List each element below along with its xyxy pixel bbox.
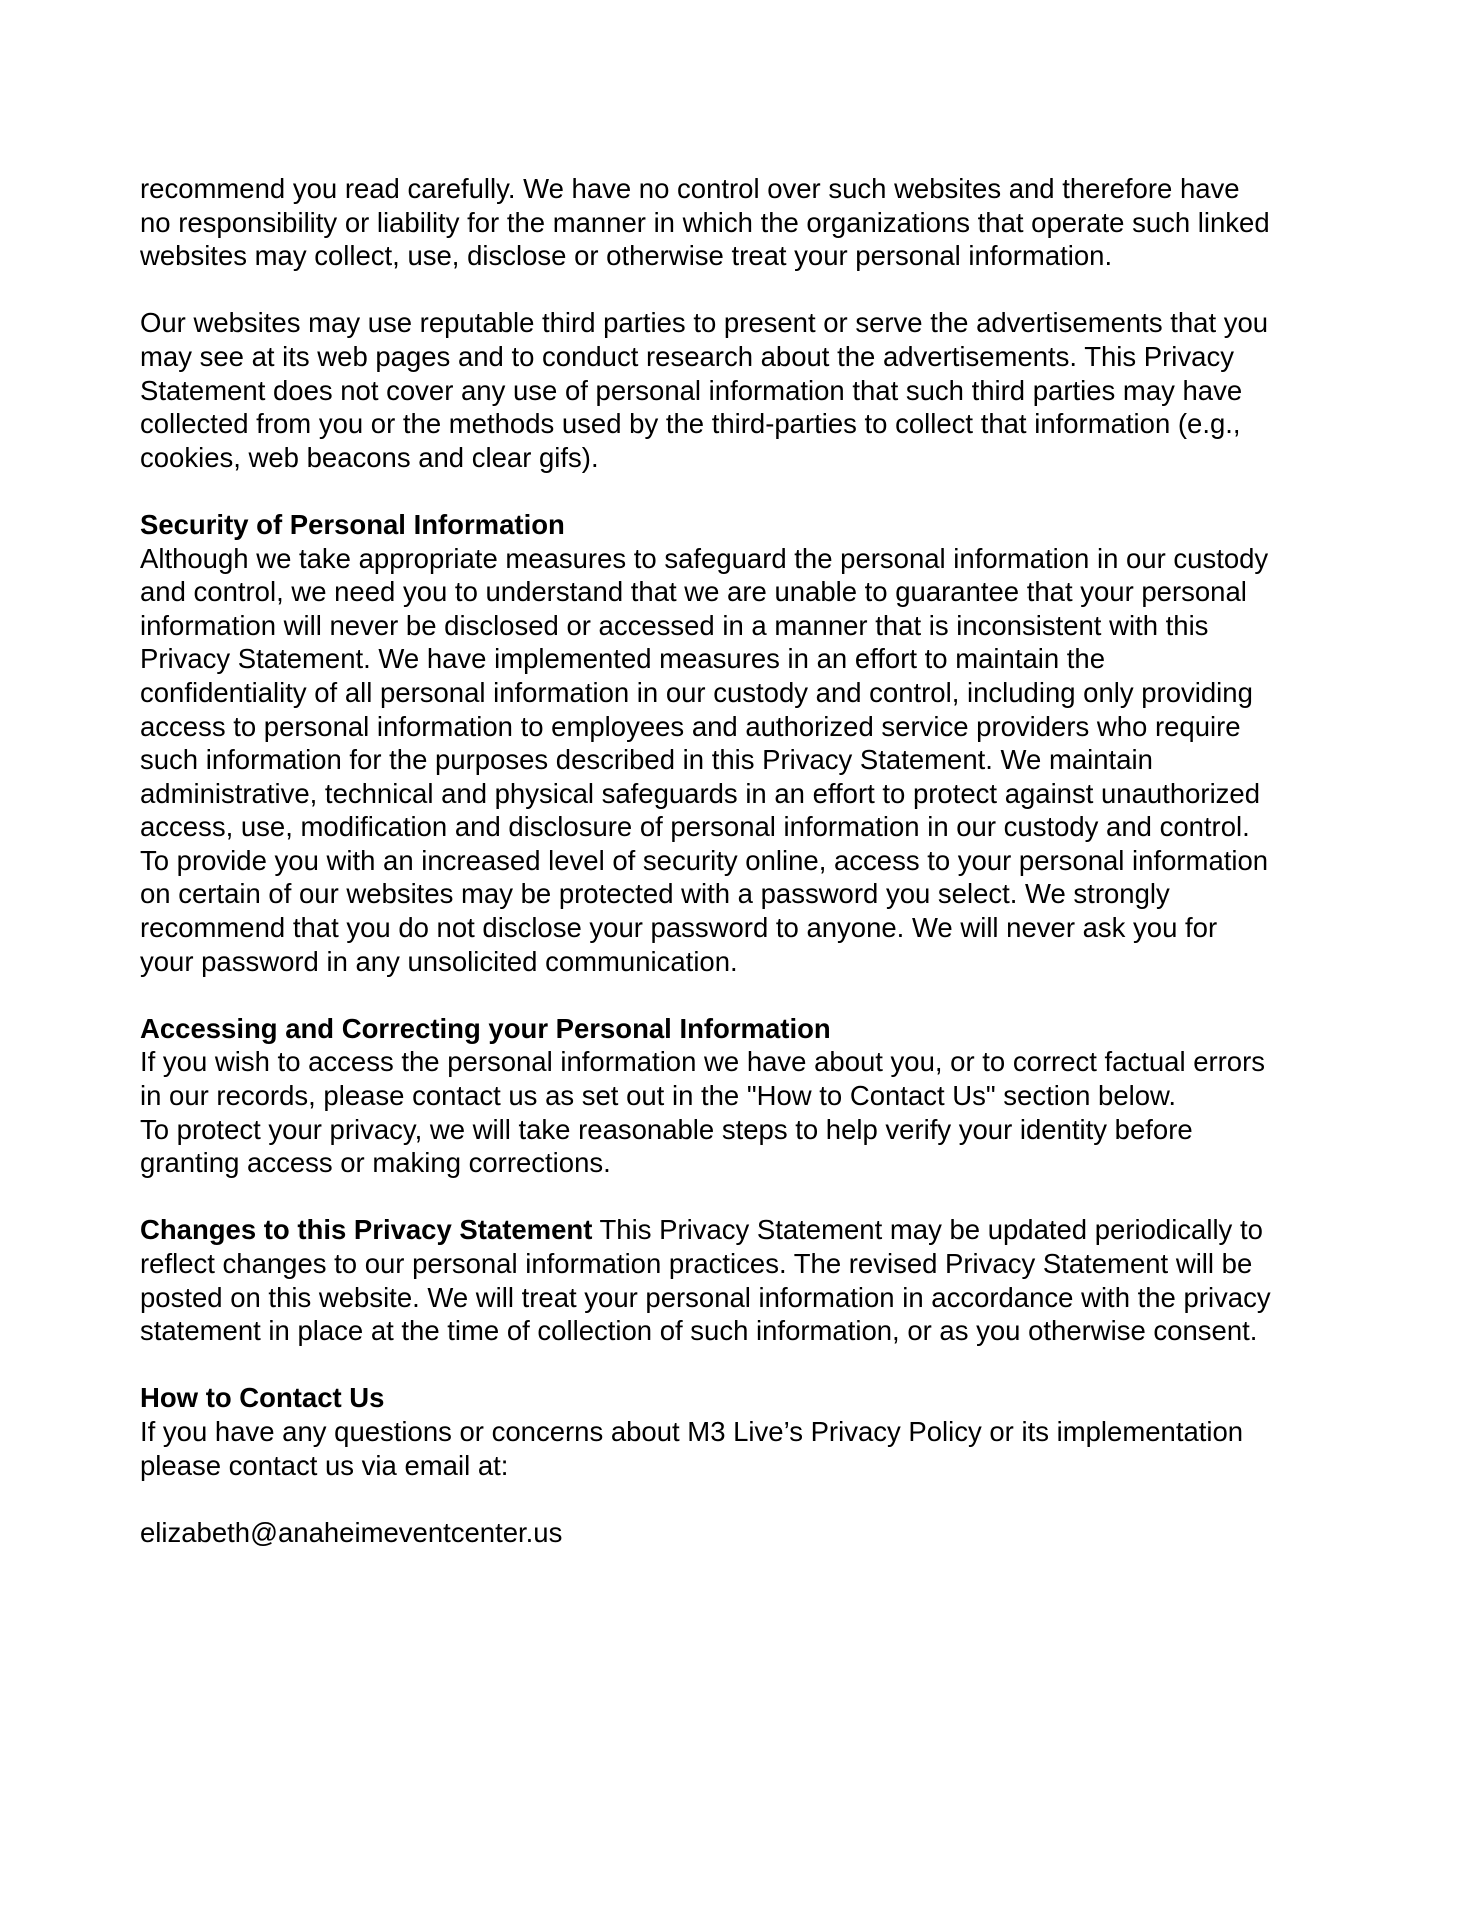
text-line: To provide you with an increased level of security online, access to your personal information (140, 844, 1269, 876)
section-changes (140, 1213, 1355, 1347)
text-line (140, 1213, 1355, 1247)
text-line: no responsibility or liability for the manner in which the organizations that operate such linked (140, 206, 1270, 238)
text-line: on certain of our websites may be protected with a password you select. We strongly (140, 878, 1170, 910)
text-line: confidentiality of all personal information in our custody and control, including only providing (140, 676, 1253, 708)
text-line: posted on this website. We will treat your personal information in accordance with the privacy (140, 1281, 1271, 1313)
text-line: in our records, please contact us as set out in the "How to Contact Us" section below. (140, 1080, 1177, 1112)
text-line: recommend that you do not disclose your password to anyone. We will never ask you for (140, 912, 1218, 944)
text-line: your password in any unsolicited communication. (140, 945, 738, 977)
changes-first-line-text: This Privacy Statement may be updated periodically to (592, 1214, 1263, 1246)
text-line: access, use, modification and disclosure of personal information in our custody and control. (140, 811, 1250, 843)
text-line: information will never be disclosed or accessed in a manner that is inconsistent with this (140, 609, 1209, 641)
text-line: and control, we need you to understand that we are unable to guarantee that your personal (140, 576, 1247, 608)
text-line: Although we take appropriate measures to safeguard the personal information in our custody (140, 542, 1269, 574)
section-heading-contact: How to Contact Us (140, 1382, 385, 1414)
section-security (140, 508, 1355, 978)
paragraph-external-links (140, 172, 1355, 273)
section-heading-changes: Changes to this Privacy Statement (140, 1214, 593, 1246)
contact-email-block (140, 1516, 1355, 1550)
text-line: recommend you read carefully. We have no control over such websites and therefore have (140, 173, 1240, 204)
text-line: Privacy Statement. We have implemented measures in an effort to maintain the (140, 643, 1106, 675)
text-line: cookies, web beacons and clear gifs). (140, 441, 599, 473)
text-line: Statement does not cover any use of personal information that such third parties may have (140, 374, 1243, 406)
text-line: To protect your privacy, we will take reasonable steps to help verify your identity before (140, 1113, 1193, 1145)
text-line: may see at its web pages and to conduct research about the advertisements. This Privacy (140, 340, 1234, 372)
section-contact (140, 1381, 1355, 1482)
text-line: access to personal information to employees and authorized service providers who require (140, 710, 1241, 742)
text-line: please contact us via email at: (140, 1449, 509, 1481)
document-body (140, 172, 1355, 1583)
text-line: such information for the purposes described in this Privacy Statement. We maintain (140, 744, 1153, 776)
text-line: statement in place at the time of collection of such information, or as you otherwise consent. (140, 1315, 1258, 1347)
text-line: If you wish to access the personal information we have about you, or to correct factual errors (140, 1046, 1266, 1078)
section-heading-accessing: Accessing and Correcting your Personal Information (140, 1012, 831, 1044)
section-heading-security: Security of Personal Information (140, 508, 565, 540)
text-line: granting access or making corrections. (140, 1147, 611, 1179)
text-line: reflect changes to our personal information practices. The revised Privacy Statement will be (140, 1248, 1253, 1279)
paragraph-third-parties (140, 306, 1355, 474)
text-line: If you have any questions or concerns about M3 Live’s Privacy Policy or its implementation (140, 1415, 1244, 1447)
text-line: websites may collect, use, disclose or otherwise treat your personal information. (140, 240, 1113, 272)
text-line: Our websites may use reputable third parties to present or serve the advertisements that you (140, 307, 1269, 339)
text-line: administrative, technical and physical safeguards in an effort to protect against unauthorized (140, 777, 1261, 809)
text-line: collected from you or the methods used by the third-parties to collect that information (e.g., (140, 408, 1241, 440)
contact-email: elizabeth@anaheimeventcenter.us (140, 1516, 563, 1548)
section-accessing (140, 1012, 1355, 1180)
